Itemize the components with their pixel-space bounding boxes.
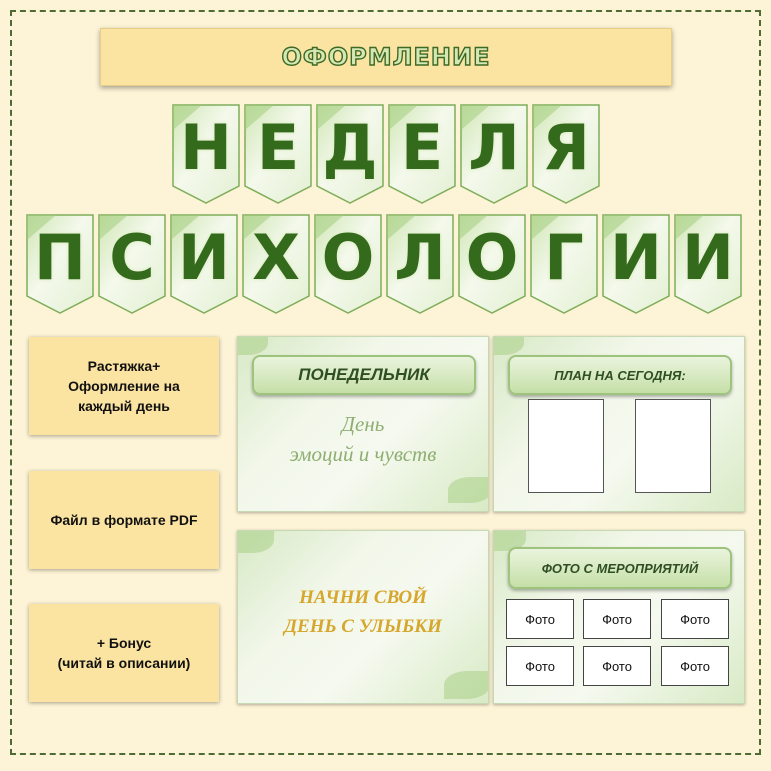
leaf-decoration [493, 336, 524, 355]
flag-letter: Н [180, 111, 232, 184]
info-card-pdf [29, 471, 219, 569]
bunting-flag [172, 104, 240, 204]
leaf-decoration [444, 671, 489, 699]
bunting-flag [242, 214, 310, 314]
flag-letter: Я [542, 111, 590, 184]
leaf-decoration [237, 530, 274, 553]
photo-slot-label: Фото [602, 658, 632, 674]
bunting-flag [674, 214, 742, 314]
flag-letter: Е [400, 111, 444, 184]
photos-panel [493, 530, 745, 704]
header-title: ОФОРМЛЕНИЕ [281, 43, 491, 71]
plan-label [508, 355, 732, 395]
monday-label-text: ПОНЕДЕЛЬНИК [298, 365, 430, 384]
bunting-flag [26, 214, 94, 314]
bunting-flag [244, 104, 312, 204]
photo-slot [661, 646, 729, 686]
bunting-flag [532, 104, 600, 204]
plan-panel [493, 336, 745, 512]
bunting-row-psikhologii [26, 214, 746, 314]
photo-slot [506, 646, 574, 686]
photo-slot [583, 646, 651, 686]
bunting-flag [530, 214, 598, 314]
smile-text [238, 583, 488, 641]
flag-letter: С [109, 221, 155, 294]
bunting-flag [98, 214, 166, 314]
flag-letter: Е [256, 111, 300, 184]
flag-letter: Л [394, 221, 446, 294]
photo-slot-label: Фото [602, 611, 632, 627]
flag-letter: О [465, 221, 519, 294]
leaf-decoration [448, 477, 489, 503]
bunting-flag [458, 214, 526, 314]
flag-letter: О [321, 221, 375, 294]
leaf-decoration [237, 336, 268, 355]
bunting-flag [170, 214, 238, 314]
photo-slot [583, 599, 651, 639]
flag-letter: И [610, 221, 662, 294]
photo-slot-label: Фото [680, 658, 710, 674]
photo-slot [506, 599, 574, 639]
plan-label-text: ПЛАН НА СЕГОДНЯ: [554, 367, 686, 383]
plan-box-right [635, 399, 711, 493]
flag-letter: Г [544, 221, 584, 294]
info-card-stretch-text: Растяжка+ Оформление на каждый день [68, 358, 180, 414]
photos-label-text: ФОТО С МЕРОПРИЯТИЙ [541, 560, 699, 576]
bunting-flag [314, 214, 382, 314]
header-banner [100, 28, 672, 86]
photo-slot-label: Фото [525, 658, 555, 674]
info-card-pdf-text: Файл в формате PDF [50, 512, 198, 528]
monday-label [252, 355, 476, 395]
photos-label [508, 547, 732, 589]
smile-line2: ДЕНЬ С УЛЫБКИ [284, 616, 442, 637]
plan-box-left [528, 399, 604, 493]
monday-panel [237, 336, 489, 512]
monday-theme-line1: День [341, 412, 385, 436]
flag-letter: И [178, 221, 230, 294]
flag-letter: Х [252, 221, 300, 294]
bunting-flag [386, 214, 454, 314]
bunting-flag [388, 104, 456, 204]
flag-letter: И [682, 221, 734, 294]
bunting-flag [460, 104, 528, 204]
info-card-bonus [29, 604, 219, 702]
flag-letter: Д [322, 111, 378, 184]
info-card-stretch [29, 337, 219, 435]
flag-letter: П [34, 221, 86, 294]
photo-slot-label: Фото [680, 611, 710, 627]
photo-slot [661, 599, 729, 639]
bunting-row-nedelya [172, 104, 604, 204]
monday-theme [238, 409, 488, 469]
monday-theme-line2: эмоций и чувств [289, 442, 437, 466]
smile-line1: НАЧНИ СВОЙ [299, 587, 427, 608]
bunting-flag [602, 214, 670, 314]
photo-slot-label: Фото [525, 611, 555, 627]
info-card-bonus-text: + Бонус (читай в описании) [57, 635, 191, 671]
bunting-flag [316, 104, 384, 204]
flag-letter: Л [468, 111, 520, 184]
smile-panel [237, 530, 489, 704]
